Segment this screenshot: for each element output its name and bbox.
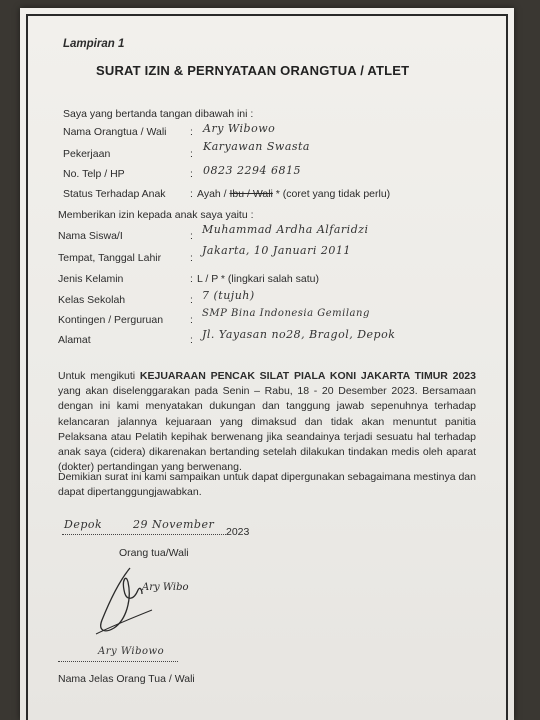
- phone-label: No. Telp / HP: [63, 168, 125, 180]
- job-label: Pekerjaan: [63, 148, 111, 160]
- status-struck: Ibu / Wali: [229, 188, 273, 200]
- colon: :: [190, 314, 193, 326]
- class-label: Kelas Sekolah: [58, 294, 126, 306]
- svg-text:Ary Wibo: Ary Wibo: [142, 582, 189, 593]
- gender-value: L / P * (lingkari salah satu): [197, 273, 319, 285]
- colon: :: [190, 126, 193, 138]
- closing-paragraph: Demikian surat ini kami sampaikan untuk dapat dipergunakan sebagaimana mestinya dan dapat dipertanggungjawabkan.: [58, 471, 476, 499]
- colon: :: [190, 168, 193, 180]
- date-value: 29 November: [133, 518, 215, 531]
- job-value: Karyawan Swasta: [203, 140, 310, 153]
- colon: :: [190, 148, 193, 160]
- attachment-label: Lampiran 1: [63, 38, 125, 50]
- date-year: 2023: [226, 526, 250, 538]
- colon: :: [190, 294, 193, 306]
- document-title: SURAT IZIN & PERNYATAAN ORANGTUA / ATLET: [96, 63, 410, 78]
- class-value: 7 (tujuh): [202, 289, 255, 302]
- colon: :: [190, 230, 193, 242]
- gender-label: Jenis Kelamin: [58, 273, 124, 285]
- child-name-label: Nama Siswa/I: [58, 230, 123, 242]
- phone-value: 0823 2294 6815: [203, 164, 301, 177]
- colon: :: [190, 252, 193, 264]
- address-label: Alamat: [58, 334, 91, 346]
- intro-text: Saya yang bertanda tangan dibawah ini :: [63, 108, 254, 120]
- child-name-value: Muhammad Ardha Alfaridzi: [202, 223, 369, 236]
- school-label: Kontingen / Perguruan: [58, 314, 164, 326]
- statement-paragraph: Untuk mengikuti KEJUARAAN PENCAK SILAT PIALA KONI JAKARTA TIMUR 2023 yang akan diselenggarakan pada Senin – Rabu, 18 - 20 Desember 2023. Bersamaan dengan ini kami menyatakan dukungan dan tanggung jawab sepenuhnya terhadap kelancaran jalannya kejuaraan yang dimaksud dan tidak akan menuntut panitia Pelaksana atau Pelatih kepihak berwenang jika seandainya terjadi sesuatu hal terhadap anak saya (cidera) dikarenakan bertanding setelah dilakukan tindakan medis oleh aparat (dokter) pertandingan yang berwenang.: [58, 370, 476, 474]
- colon: :: [190, 334, 193, 346]
- address-value: Jl. Yayasan no28, Bragol, Depok: [202, 328, 396, 341]
- event-name: KEJUARAAN PENCAK SILAT PIALA KONI JAKARTA TIMUR 2023: [139, 370, 476, 382]
- signer-name-value: Ary Wibowo: [98, 646, 165, 657]
- parent-name-label: Nama Orangtua / Wali: [63, 126, 167, 138]
- signer-role: Orang tua/Wali: [119, 547, 189, 559]
- place-value: Depok: [64, 518, 103, 531]
- parent-name-value: Ary Wibowo: [203, 122, 276, 135]
- permission-text: Memberikan izin kepada anak saya yaitu :: [58, 209, 254, 221]
- date-dotted-line: [62, 534, 226, 535]
- signer-dotted-line: [58, 661, 178, 662]
- status-label: Status Terhadap Anak: [63, 188, 166, 200]
- colon: :: [190, 273, 193, 285]
- colon: :: [190, 188, 193, 200]
- signer-caption: Nama Jelas Orang Tua / Wali: [58, 673, 195, 685]
- status-value: Ayah / Ibu / Wali * (coret yang tidak perlu): [197, 188, 391, 200]
- school-value: SMP Bina Indonesia Gemilang: [202, 308, 370, 319]
- birth-value: Jakarta, 10 Januari 2011: [202, 244, 351, 257]
- birth-label: Tempat, Tanggal Lahir: [58, 252, 162, 264]
- signature-image: [92, 560, 202, 640]
